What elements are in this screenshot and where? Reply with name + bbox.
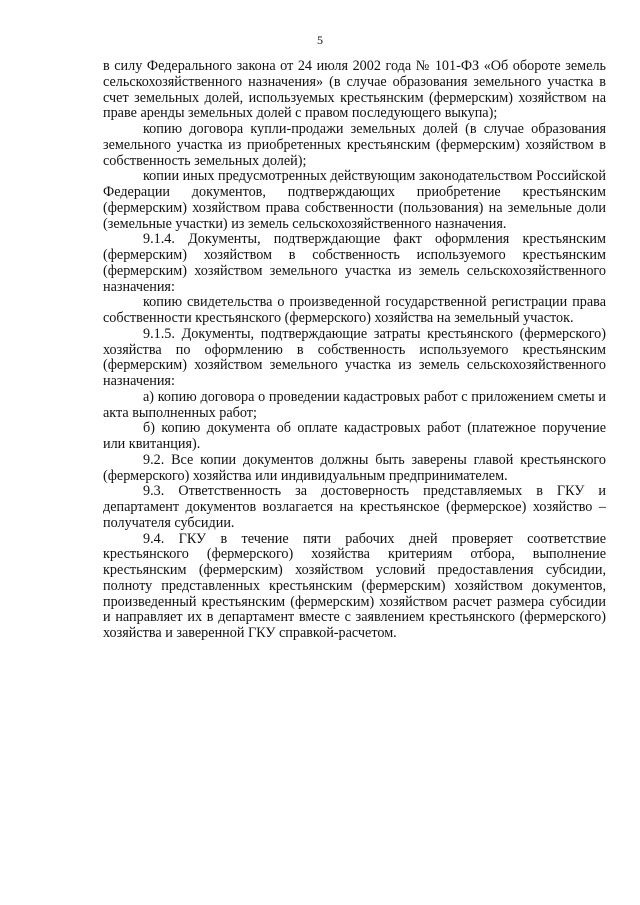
paragraph-9-2: 9.2. Все копии документов должны быть заверены главой крестьянского (фермерского) хозяйства или индивидуальным предпринимателем. <box>103 451 606 484</box>
paragraph-item-a: а) копию договора о проведении кадастровых работ с приложением сметы и акта выполненных работ; <box>103 388 606 421</box>
paragraph-registration-certificate-copy: копию свидетельства о произведенной государственной регистрации права собственности крестьянского (фермерского) хозяйства на земельный участок. <box>103 294 606 326</box>
paragraph-9-3: 9.3. Ответственность за достоверность представляемых в ГКУ и департамент документов возлагается на крестьянское (фермерское) хозяйство – получателя субсидии. <box>103 483 606 531</box>
paragraph-other-documents-copies: копии иных предусмотренных действующим законодательством Российской Федерации документов, подтверждающих приобретение крестьянским (фермерским) хозяйством права собственности (пользования) на земельные доли (земельные участки) из земель сельскохозяйственного назначения. <box>103 168 606 232</box>
paragraph-federal-law: в силу Федерального закона от 24 июля 2002 года № 101-ФЗ «Об обороте земель сельскохозяйственного назначения» (в случае образования земельного участка в счет земельных долей, используемых крестьянским (фермерским) хозяйством на праве аренды земельных долей с правом последующего выкупа); <box>103 58 606 122</box>
paragraph-9-1-4: 9.1.4. Документы, подтверждающие факт оформления крестьянским (фермерским) хозяйством в собственность используемого крестьянским (фермерским) хозяйством земельного участка из земель сельскохозяйственного назначения: <box>103 231 606 295</box>
paragraph-9-4: 9.4. ГКУ в течение пяти рабочих дней проверяет соответствие крестьянского (фермерского) хозяйства критериям отбора, выполнение крестьянским (фермерским) хозяйством условий предоставления субсидии, полноту представленных крестьянским (фермерским) хозяйством документов, произведенный крестьянским (фермерским) хозяйством расчет размера субсидии и направляет их в департамент вместе с заявлением крестьянского (фермерского) хозяйства и заверенной ГКУ справкой-расчетом. <box>103 530 606 641</box>
paragraph-item-b: б) копию документа об оплате кадастровых работ (платежное поручение или квитанция). <box>103 420 606 452</box>
paragraph-9-1-5: 9.1.5. Документы, подтверждающие затраты крестьянского (фермерского) хозяйства по оформлению в собственность используемого крестьянским (фермерским) хозяйством земельного участка из земель сельскохозяйственного назначения: <box>103 325 606 389</box>
document-body <box>103 59 606 642</box>
paragraph-purchase-contract-copy: копию договора купли-продажи земельных долей (в случае образования земельного участка из приобретенных крестьянским (фермерским) хозяйством в собственность земельных долей); <box>103 121 606 169</box>
page-number: 5 <box>317 33 323 47</box>
